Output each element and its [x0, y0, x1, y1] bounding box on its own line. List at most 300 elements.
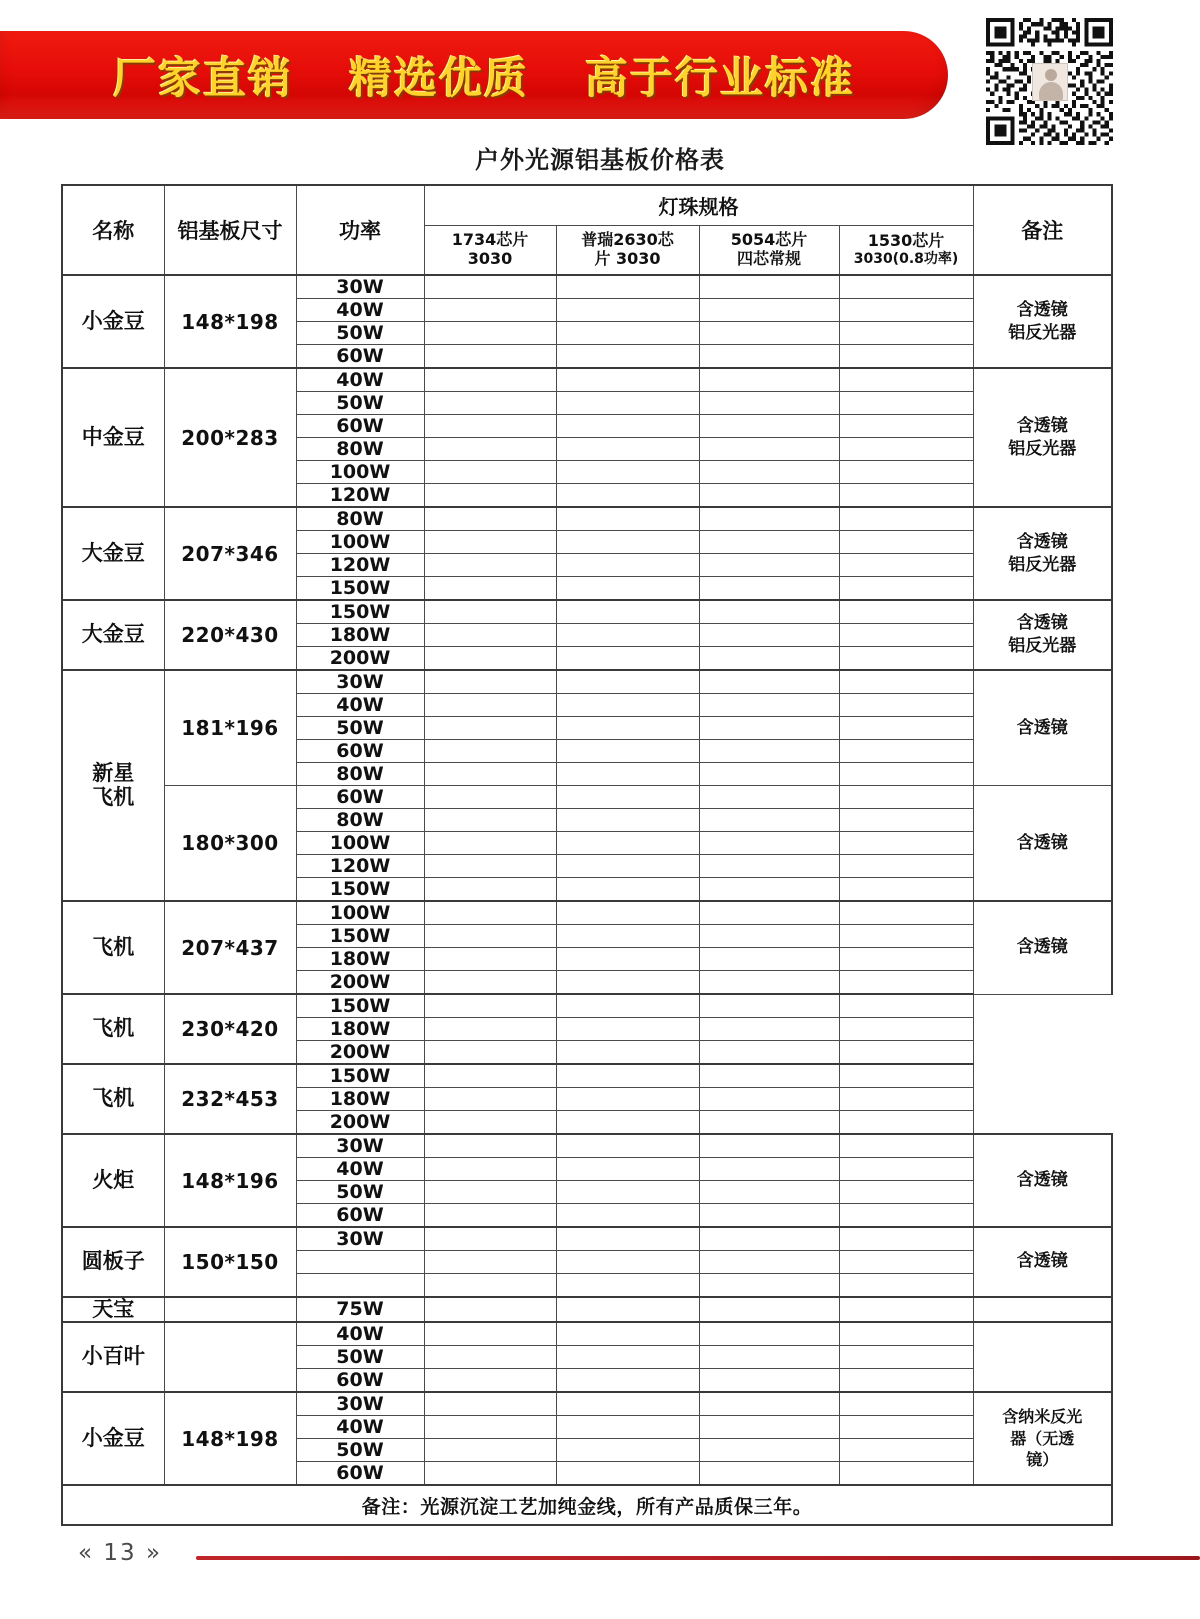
cell-price-chip-3[interactable] — [699, 1227, 839, 1251]
cell-price-chip-3[interactable] — [699, 878, 839, 902]
cell-price-chip-1[interactable] — [424, 1322, 556, 1346]
cell-price-chip-2[interactable] — [556, 740, 699, 763]
table-row — [62, 368, 1112, 392]
cell-price-chip-4[interactable] — [839, 415, 973, 438]
cell-price-chip-3[interactable] — [699, 531, 839, 554]
cell-price-chip-3[interactable] — [699, 461, 839, 484]
cell-board-size: 148*198 — [164, 1392, 296, 1485]
cell-price-chip-1[interactable] — [424, 275, 556, 299]
text-line: 含透镜 — [1016, 613, 1068, 634]
cell-price-chip-2[interactable] — [556, 1297, 699, 1323]
cell-price-chip-4[interactable] — [839, 948, 973, 971]
cell-price-chip-2[interactable] — [556, 624, 699, 647]
table-row — [62, 901, 1112, 925]
cell-price-chip-3[interactable] — [699, 1297, 839, 1323]
cell-price-chip-2[interactable] — [556, 647, 699, 671]
cell-price-chip-1[interactable] — [424, 809, 556, 832]
cell-price-chip-3[interactable] — [699, 554, 839, 577]
cell-power: 60W — [296, 1204, 424, 1228]
cell-price-chip-4[interactable] — [839, 484, 973, 508]
cell-price-chip-3[interactable] — [699, 438, 839, 461]
text-line: 大金豆 — [81, 622, 145, 647]
table-row — [62, 275, 1112, 299]
cell-price-chip-3[interactable] — [699, 1416, 839, 1439]
cell-price-chip-2[interactable] — [556, 345, 699, 369]
cell-price-chip-1[interactable] — [424, 1064, 556, 1088]
cell-price-chip-4[interactable] — [839, 670, 973, 694]
cell-price-chip-2[interactable] — [556, 763, 699, 786]
cell-price-chip-3[interactable] — [699, 1158, 839, 1181]
cell-price-chip-1[interactable] — [424, 554, 556, 577]
cell-price-chip-1[interactable] — [424, 507, 556, 531]
cell-product-name — [62, 1134, 164, 1227]
cell-price-chip-3[interactable] — [699, 1111, 839, 1135]
cell-power: 40W — [296, 1416, 424, 1439]
cell-price-chip-2[interactable] — [556, 531, 699, 554]
cell-power: 40W — [296, 694, 424, 717]
cell-price-chip-3[interactable] — [699, 763, 839, 786]
cell-price-chip-2[interactable] — [556, 1181, 699, 1204]
cell-price-chip-2[interactable] — [556, 809, 699, 832]
cell-price-chip-4[interactable] — [839, 275, 973, 299]
cell-price-chip-1[interactable] — [424, 577, 556, 601]
cell-price-chip-4[interactable] — [839, 786, 973, 809]
cell-product-name — [62, 1392, 164, 1485]
cell-board-size: 207*437 — [164, 901, 296, 994]
cell-power: 40W — [296, 299, 424, 322]
cell-price-chip-3[interactable] — [699, 1369, 839, 1393]
cell-price-chip-2[interactable] — [556, 948, 699, 971]
cell-remark — [973, 1227, 1112, 1297]
cell-price-chip-3[interactable] — [699, 1251, 839, 1274]
chip-1530-line1: 1530芯片 — [867, 231, 945, 251]
cell-price-chip-2[interactable] — [556, 1204, 699, 1228]
cell-product-name — [62, 1227, 164, 1297]
cell-price-chip-1[interactable] — [424, 1439, 556, 1462]
cell-price-chip-1[interactable] — [424, 461, 556, 484]
cell-price-chip-1[interactable] — [424, 901, 556, 925]
cell-price-chip-1[interactable] — [424, 786, 556, 809]
cell-power: 40W — [296, 368, 424, 392]
cell-price-chip-2[interactable] — [556, 461, 699, 484]
cell-price-chip-3[interactable] — [699, 275, 839, 299]
cell-remark — [973, 1392, 1112, 1485]
cell-price-chip-2[interactable] — [556, 322, 699, 345]
cell-power: 150W — [296, 1064, 424, 1088]
cell-power: 120W — [296, 855, 424, 878]
cell-price-chip-1[interactable] — [424, 1227, 556, 1251]
cell-price-chip-3[interactable] — [699, 694, 839, 717]
cell-price-chip-3[interactable] — [699, 600, 839, 624]
cell-price-chip-4[interactable] — [839, 925, 973, 948]
cell-price-chip-4[interactable] — [839, 809, 973, 832]
cell-price-chip-1[interactable] — [424, 971, 556, 995]
cell-price-chip-3[interactable] — [699, 971, 839, 995]
page-number: « 13 » — [78, 1540, 163, 1566]
cell-price-chip-3[interactable] — [699, 1181, 839, 1204]
cell-price-chip-4[interactable] — [839, 507, 973, 531]
cell-price-chip-2[interactable] — [556, 694, 699, 717]
cell-price-chip-1[interactable] — [424, 392, 556, 415]
cell-price-chip-3[interactable] — [699, 345, 839, 369]
cell-price-chip-1[interactable] — [424, 1297, 556, 1323]
cell-price-chip-3[interactable] — [699, 624, 839, 647]
cell-price-chip-2[interactable] — [556, 1439, 699, 1462]
cell-power: 50W — [296, 1346, 424, 1369]
cell-price-chip-1[interactable] — [424, 345, 556, 369]
cell-price-chip-2[interactable] — [556, 577, 699, 601]
cell-price-chip-3[interactable] — [699, 1462, 839, 1486]
text-line: 含纳米反光 — [1002, 1407, 1083, 1427]
chip-2630-line1: 普瑞2630芯 — [581, 229, 674, 249]
cell-price-chip-2[interactable] — [556, 1251, 699, 1274]
cell-power: 150W — [296, 994, 424, 1018]
cell-price-chip-3[interactable] — [699, 1322, 839, 1346]
cell-price-chip-2[interactable] — [556, 484, 699, 508]
cell-power: 50W — [296, 1439, 424, 1462]
cell-power: 30W — [296, 1227, 424, 1251]
cell-price-chip-3[interactable] — [699, 1064, 839, 1088]
cell-price-chip-1[interactable] — [424, 484, 556, 508]
cell-price-chip-2[interactable] — [556, 1322, 699, 1346]
cell-power: 180W — [296, 1088, 424, 1111]
text-line: 大金豆 — [81, 540, 145, 565]
cell-price-chip-1[interactable] — [424, 1041, 556, 1065]
text-line: 小金豆 — [81, 1425, 145, 1450]
cell-price-chip-4[interactable] — [839, 763, 973, 786]
cell-price-chip-4[interactable] — [839, 1274, 973, 1297]
cell-price-chip-4[interactable] — [839, 1088, 973, 1111]
header-size: 铝基板尺寸 — [164, 185, 296, 275]
cell-price-chip-4[interactable] — [839, 832, 973, 855]
cell-price-chip-4[interactable] — [839, 1251, 973, 1274]
cell-price-chip-2[interactable] — [556, 832, 699, 855]
cell-price-chip-1[interactable] — [424, 1181, 556, 1204]
cell-price-chip-4[interactable] — [839, 624, 973, 647]
cell-power: 80W — [296, 809, 424, 832]
cell-price-chip-3[interactable] — [699, 670, 839, 694]
table-row — [62, 1064, 1112, 1088]
cell-price-chip-3[interactable] — [699, 832, 839, 855]
cell-price-chip-2[interactable] — [556, 1018, 699, 1041]
cell-product-name — [62, 901, 164, 994]
cell-price-chip-2[interactable] — [556, 299, 699, 322]
cell-price-chip-4[interactable] — [839, 878, 973, 902]
cell-remark — [973, 275, 1112, 368]
cell-price-chip-4[interactable] — [839, 1416, 973, 1439]
cell-price-chip-2[interactable] — [556, 670, 699, 694]
cell-price-chip-3[interactable] — [699, 1204, 839, 1228]
cell-board-size — [164, 1297, 296, 1323]
cell-price-chip-3[interactable] — [699, 1134, 839, 1158]
qr-center-avatar-icon — [1032, 63, 1068, 101]
cell-price-chip-3[interactable] — [699, 786, 839, 809]
cell-power: 100W — [296, 531, 424, 554]
cell-price-chip-4[interactable] — [839, 1064, 973, 1088]
cell-board-size: 180*300 — [164, 786, 296, 902]
cell-price-chip-4[interactable] — [839, 392, 973, 415]
cell-price-chip-4[interactable] — [839, 1297, 973, 1323]
cell-power: 50W — [296, 717, 424, 740]
cell-price-chip-4[interactable] — [839, 461, 973, 484]
chip-1734-line1: 1734芯片 — [451, 229, 529, 249]
cell-board-size: 181*196 — [164, 670, 296, 786]
cell-price-chip-1[interactable] — [424, 322, 556, 345]
cell-price-chip-1[interactable] — [424, 1111, 556, 1135]
cell-board-size: 148*196 — [164, 1134, 296, 1227]
text-line: 铝反光器 — [1008, 438, 1077, 459]
cell-price-chip-4[interactable] — [839, 1439, 973, 1462]
cell-price-chip-4[interactable] — [839, 694, 973, 717]
cell-price-chip-2[interactable] — [556, 786, 699, 809]
cell-price-chip-1[interactable] — [424, 600, 556, 624]
cell-price-chip-3[interactable] — [699, 1439, 839, 1462]
header-name: 名称 — [62, 185, 164, 275]
table-row — [62, 600, 1112, 624]
cell-price-chip-4[interactable] — [839, 438, 973, 461]
cell-price-chip-4[interactable] — [839, 855, 973, 878]
cell-price-chip-4[interactable] — [839, 531, 973, 554]
cell-price-chip-4[interactable] — [839, 322, 973, 345]
cell-price-chip-4[interactable] — [839, 1111, 973, 1135]
cell-price-chip-1[interactable] — [424, 1369, 556, 1393]
cell-price-chip-4[interactable] — [839, 1392, 973, 1416]
cell-power: 200W — [296, 1111, 424, 1135]
cell-price-chip-4[interactable] — [839, 299, 973, 322]
cell-power: 180W — [296, 624, 424, 647]
cell-price-chip-4[interactable] — [839, 717, 973, 740]
cell-price-chip-3[interactable] — [699, 809, 839, 832]
cell-price-chip-4[interactable] — [839, 1462, 973, 1486]
cell-power: 150W — [296, 577, 424, 601]
cell-price-chip-4[interactable] — [839, 1227, 973, 1251]
cell-price-chip-2[interactable] — [556, 554, 699, 577]
cell-price-chip-1[interactable] — [424, 948, 556, 971]
cell-price-chip-2[interactable] — [556, 507, 699, 531]
cell-board-size: 200*283 — [164, 368, 296, 507]
cell-price-chip-3[interactable] — [699, 577, 839, 601]
cell-price-chip-3[interactable] — [699, 925, 839, 948]
cell-price-chip-2[interactable] — [556, 1369, 699, 1393]
cell-price-chip-1[interactable] — [424, 438, 556, 461]
cell-price-chip-2[interactable] — [556, 1158, 699, 1181]
cell-product-name — [62, 670, 164, 901]
cell-price-chip-1[interactable] — [424, 415, 556, 438]
cell-price-chip-1[interactable] — [424, 925, 556, 948]
cell-power: 50W — [296, 392, 424, 415]
cell-price-chip-1[interactable] — [424, 717, 556, 740]
cell-product-name — [62, 368, 164, 507]
cell-price-chip-4[interactable] — [839, 1346, 973, 1369]
header-note: 备注 — [973, 185, 1112, 275]
cell-price-chip-3[interactable] — [699, 1392, 839, 1416]
cell-price-chip-3[interactable] — [699, 994, 839, 1018]
cell-price-chip-2[interactable] — [556, 994, 699, 1018]
cell-price-chip-1[interactable] — [424, 740, 556, 763]
header-power: 功率 — [296, 185, 424, 275]
cell-price-chip-2[interactable] — [556, 1392, 699, 1416]
cell-price-chip-3[interactable] — [699, 1274, 839, 1297]
cell-price-chip-4[interactable] — [839, 901, 973, 925]
table-row — [62, 1392, 1112, 1416]
cell-power: 150W — [296, 925, 424, 948]
cell-price-chip-1[interactable] — [424, 878, 556, 902]
cell-price-chip-2[interactable] — [556, 971, 699, 995]
cell-price-chip-1[interactable] — [424, 1274, 556, 1297]
cell-price-chip-4[interactable] — [839, 1134, 973, 1158]
text-line: 铝反光器 — [1008, 554, 1077, 575]
text-line: 含透镜 — [1016, 531, 1068, 552]
text-line: 新星 — [92, 760, 135, 785]
cell-price-chip-4[interactable] — [839, 368, 973, 392]
cell-price-chip-4[interactable] — [839, 1018, 973, 1041]
cell-price-chip-2[interactable] — [556, 1346, 699, 1369]
cell-price-chip-4[interactable] — [839, 994, 973, 1018]
cell-price-chip-3[interactable] — [699, 647, 839, 671]
cell-price-chip-1[interactable] — [424, 1416, 556, 1439]
cell-price-chip-4[interactable] — [839, 577, 973, 601]
cell-price-chip-4[interactable] — [839, 1181, 973, 1204]
cell-power: 60W — [296, 345, 424, 369]
cell-board-size: 148*198 — [164, 275, 296, 368]
cell-product-name — [62, 994, 164, 1064]
cell-price-chip-3[interactable] — [699, 322, 839, 345]
cell-price-chip-2[interactable] — [556, 878, 699, 902]
cell-price-chip-4[interactable] — [839, 600, 973, 624]
cell-price-chip-1[interactable] — [424, 624, 556, 647]
cell-price-chip-1[interactable] — [424, 832, 556, 855]
cell-price-chip-2[interactable] — [556, 1462, 699, 1486]
cell-price-chip-1[interactable] — [424, 1088, 556, 1111]
cell-board-size: 220*430 — [164, 600, 296, 670]
cell-price-chip-1[interactable] — [424, 647, 556, 671]
table-row — [62, 1322, 1112, 1346]
cell-price-chip-2[interactable] — [556, 1416, 699, 1439]
promo-banner-slogans — [93, 45, 855, 106]
text-line: 器（无透 — [1010, 1428, 1075, 1448]
cell-product-name — [62, 600, 164, 670]
cell-price-chip-3[interactable] — [699, 415, 839, 438]
cell-price-chip-4[interactable] — [839, 740, 973, 763]
slogan-1: 厂家直销 — [113, 53, 293, 104]
cell-price-chip-4[interactable] — [839, 1322, 973, 1346]
cell-price-chip-1[interactable] — [424, 855, 556, 878]
cell-price-chip-4[interactable] — [839, 1041, 973, 1065]
chip-2630-line2: 片 3030 — [594, 248, 661, 268]
cell-price-chip-2[interactable] — [556, 1274, 699, 1297]
cell-price-chip-2[interactable] — [556, 925, 699, 948]
cell-price-chip-4[interactable] — [839, 1158, 973, 1181]
cell-price-chip-3[interactable] — [699, 1041, 839, 1065]
cell-price-chip-3[interactable] — [699, 717, 839, 740]
cell-price-chip-2[interactable] — [556, 1041, 699, 1065]
chip-5054-line1: 5054芯片 — [730, 229, 808, 249]
cell-power: 60W — [296, 786, 424, 809]
cell-price-chip-3[interactable] — [699, 392, 839, 415]
cell-board-size: 150*150 — [164, 1227, 296, 1297]
cell-price-chip-2[interactable] — [556, 1111, 699, 1135]
cell-price-chip-2[interactable] — [556, 855, 699, 878]
cell-price-chip-3[interactable] — [699, 507, 839, 531]
cell-price-chip-2[interactable] — [556, 392, 699, 415]
cell-price-chip-2[interactable] — [556, 901, 699, 925]
cell-power: 180W — [296, 1018, 424, 1041]
cell-price-chip-1[interactable] — [424, 1346, 556, 1369]
cell-price-chip-2[interactable] — [556, 1134, 699, 1158]
cell-price-chip-1[interactable] — [424, 763, 556, 786]
cell-price-chip-1[interactable] — [424, 994, 556, 1018]
cell-price-chip-4[interactable] — [839, 345, 973, 369]
cell-price-chip-3[interactable] — [699, 1346, 839, 1369]
cell-price-chip-2[interactable] — [556, 438, 699, 461]
cell-price-chip-3[interactable] — [699, 855, 839, 878]
cell-power: 50W — [296, 1181, 424, 1204]
cell-price-chip-4[interactable] — [839, 1369, 973, 1393]
cell-price-chip-4[interactable] — [839, 1204, 973, 1228]
page-title: 户外光源铝基板价格表 — [475, 146, 725, 174]
cell-power — [296, 1274, 424, 1297]
cell-power: 60W — [296, 1369, 424, 1393]
qr-code-icon — [982, 14, 1117, 149]
cell-power: 150W — [296, 600, 424, 624]
cell-price-chip-3[interactable] — [699, 299, 839, 322]
cell-power: 120W — [296, 554, 424, 577]
table-row — [62, 1227, 1112, 1251]
cell-price-chip-1[interactable] — [424, 1018, 556, 1041]
table-row — [62, 507, 1112, 531]
cell-power: 100W — [296, 901, 424, 925]
cell-price-chip-1[interactable] — [424, 1204, 556, 1228]
text-line: 含透镜 — [1016, 1170, 1068, 1191]
cell-price-chip-3[interactable] — [699, 948, 839, 971]
cell-power: 80W — [296, 763, 424, 786]
cell-price-chip-4[interactable] — [839, 971, 973, 995]
cell-price-chip-1[interactable] — [424, 299, 556, 322]
cell-price-chip-3[interactable] — [699, 901, 839, 925]
cell-price-chip-3[interactable] — [699, 484, 839, 508]
text-line: 含透镜 — [1016, 1251, 1068, 1272]
cell-price-chip-1[interactable] — [424, 694, 556, 717]
cell-board-size — [164, 1322, 296, 1392]
cell-price-chip-1[interactable] — [424, 368, 556, 392]
header-chip-1734 — [424, 225, 556, 275]
cell-price-chip-3[interactable] — [699, 740, 839, 763]
cell-price-chip-1[interactable] — [424, 1251, 556, 1274]
cell-price-chip-3[interactable] — [699, 1018, 839, 1041]
text-line: 飞机 — [92, 934, 135, 959]
cell-price-chip-2[interactable] — [556, 1088, 699, 1111]
slogan-2: 精选优质 — [349, 53, 529, 104]
cell-price-chip-1[interactable] — [424, 1158, 556, 1181]
header-chip-2630 — [556, 225, 699, 275]
cell-price-chip-2[interactable] — [556, 600, 699, 624]
cell-price-chip-3[interactable] — [699, 368, 839, 392]
cell-price-chip-1[interactable] — [424, 1462, 556, 1486]
cell-price-chip-4[interactable] — [839, 554, 973, 577]
cell-price-chip-2[interactable] — [556, 1064, 699, 1088]
cell-price-chip-2[interactable] — [556, 368, 699, 392]
cell-price-chip-3[interactable] — [699, 1088, 839, 1111]
cell-price-chip-1[interactable] — [424, 670, 556, 694]
cell-price-chip-2[interactable] — [556, 717, 699, 740]
cell-price-chip-2[interactable] — [556, 415, 699, 438]
cell-price-chip-2[interactable] — [556, 275, 699, 299]
cell-price-chip-1[interactable] — [424, 531, 556, 554]
cell-price-chip-1[interactable] — [424, 1134, 556, 1158]
cell-price-chip-1[interactable] — [424, 1392, 556, 1416]
cell-price-chip-4[interactable] — [839, 647, 973, 671]
cell-price-chip-2[interactable] — [556, 1227, 699, 1251]
